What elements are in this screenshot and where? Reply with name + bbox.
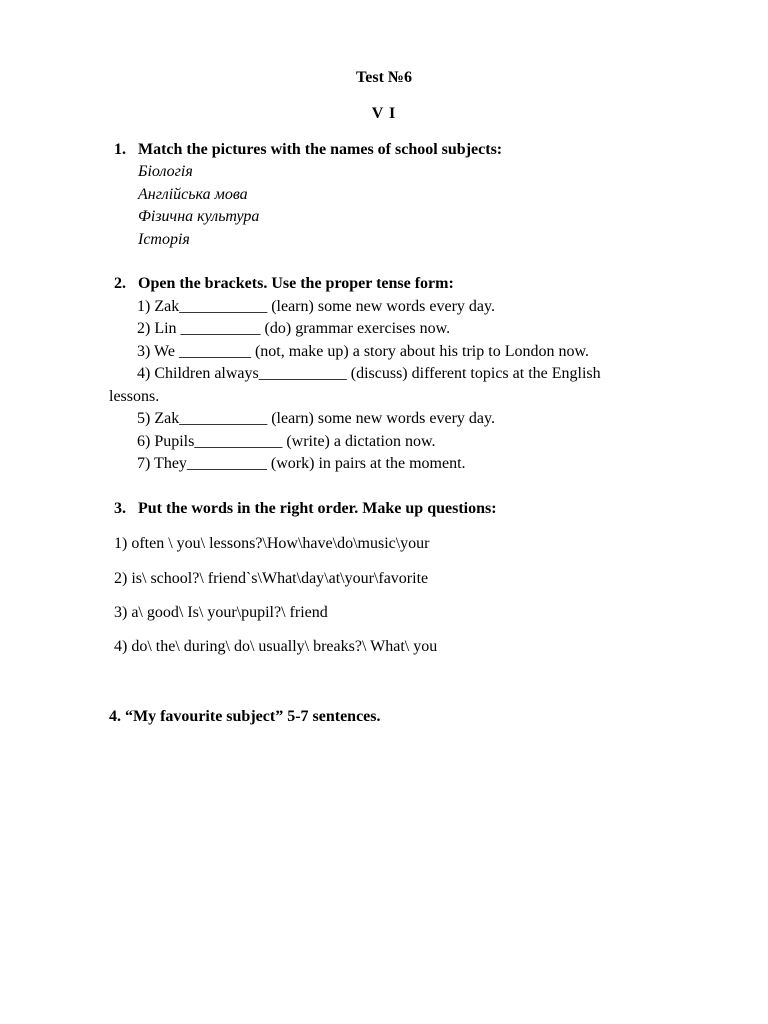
question-item: 2) is\ school?\ friend`s\What\day\at\your\favorite	[114, 570, 429, 587]
subject-item: Фізична культура	[138, 208, 260, 225]
variant-label: V I	[371, 105, 397, 122]
task2-heading-text: Open the brackets. Use the proper tense form:	[138, 275, 454, 292]
subject-item: Біологія	[138, 163, 193, 180]
task3-heading	[114, 499, 497, 519]
task1-heading	[114, 140, 502, 160]
exercise-item: 4) Children always___________ (discuss) different topics at the English	[137, 365, 601, 382]
exercise-item: 2) Lin __________ (do) grammar exercises now.	[137, 320, 451, 337]
task4-heading: 4. “My favourite subject” 5-7 sentences.	[109, 708, 381, 725]
test-title: Test №6	[356, 69, 412, 86]
task2-heading	[114, 274, 454, 294]
exercise-item: 5) Zak___________ (learn) some new words every day.	[137, 410, 495, 427]
exercise-item: 7) They__________ (work) in pairs at the moment.	[137, 455, 466, 472]
question-item: 4) do\ the\ during\ do\ usually\ breaks?\ What\ you	[114, 638, 438, 655]
question-item: 3) a\ good\ Is\ your\pupil?\ friend	[114, 604, 328, 621]
question-item: 1) often \ you\ lessons?\How\have\do\music\your	[114, 535, 430, 552]
task2-number: 2.	[114, 275, 126, 292]
subject-item: Англійська мова	[138, 186, 248, 203]
exercise-item: 1) Zak___________ (learn) some new words every day.	[137, 298, 495, 315]
exercise-item-continuation: lessons.	[109, 388, 160, 405]
task1-heading-text: Match the pictures with the names of school subjects:	[138, 141, 503, 158]
task3-heading-text: Put the words in the right order. Make up questions:	[138, 500, 497, 517]
task3-number: 3.	[114, 500, 126, 517]
task1-number: 1.	[114, 141, 126, 158]
subject-item: Історія	[138, 231, 190, 248]
exercise-item: 6) Pupils___________ (write) a dictation now.	[137, 433, 436, 450]
exercise-item: 3) We _________ (not, make up) a story about his trip to London now.	[137, 343, 589, 360]
